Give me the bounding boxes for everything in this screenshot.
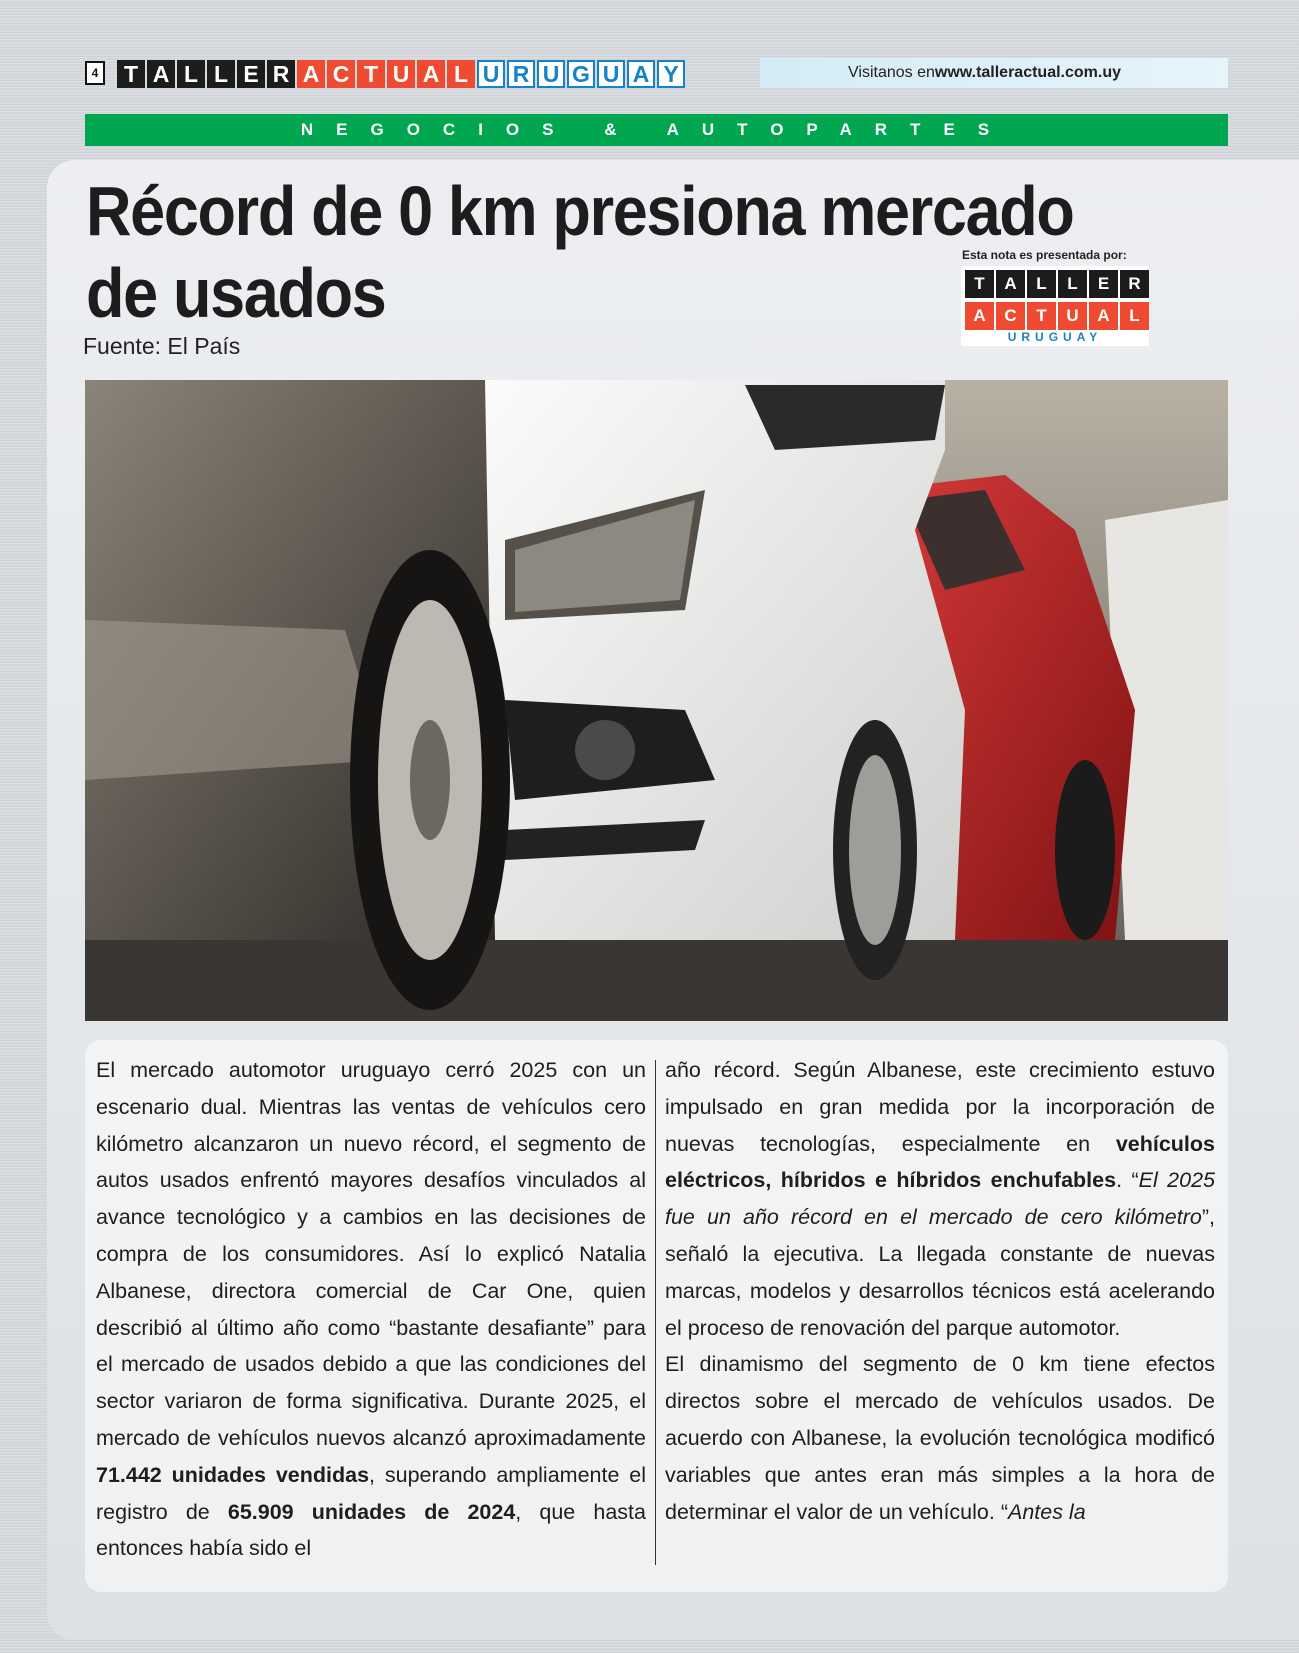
text-run: vehículos eléctricos, híbridos e híbridos enchufables — [665, 1131, 1215, 1193]
article-title: Récord de 0 km presiona mercado de usados — [86, 172, 1074, 332]
text-run: , superando ampliamente el registro de — [96, 1462, 646, 1524]
article-photo — [85, 380, 1228, 1021]
sponsor-logo-letter: T — [965, 270, 994, 298]
sponsor-logo — [961, 266, 1149, 346]
cars-illustration — [85, 380, 1228, 1021]
sponsor-logo-row-1 — [965, 270, 1149, 298]
page-number: 4 — [85, 61, 105, 85]
masthead-letter: U — [537, 60, 565, 88]
masthead-letter: A — [417, 60, 445, 88]
sponsor-logo-letter: E — [1089, 270, 1118, 298]
text-run: El dinamismo del segmento de 0 km tiene efectos directos sobre el mercado de vehículos usados. De acuerdo con Albanese, la evolución tecnológica modificó variables que antes eran más simples a la hora de determinar el valor de un vehículo. “ — [665, 1352, 1215, 1524]
sponsor-logo-letter: L — [1027, 270, 1056, 298]
masthead-letter: L — [207, 60, 235, 88]
masthead-letter: G — [567, 60, 595, 88]
sponsor-logo-sub: URUGUAY — [1007, 330, 1103, 344]
text-run: . “ — [1116, 1168, 1139, 1193]
column-divider — [655, 1060, 656, 1565]
text-run: Antes la — [1007, 1499, 1086, 1524]
masthead-letter: R — [507, 60, 535, 88]
masthead-letter: A — [297, 60, 325, 88]
text-run: El mercado automotor uruguayo cerró 2025 con un escenario dual. Mientras las ventas de vehículos cero kilómetro alcanzaron un nuevo récord, el segmento de autos usados enfrentó mayores desafíos vinculados al avance tecnológico y a cambios en las decisiones de compra de los consumidores. Así lo explicó Natalia Albanese, directora comercial de Car One, quien describió al último año como “bastante desafiante” para el mercado de usados debido a que las condiciones del sector variaron de forma significativa. Durante 2025, el mercado de vehículos nuevos alcanzó aproximadamente — [96, 1058, 646, 1450]
sponsor-logo-letter: A — [996, 270, 1025, 298]
text-run: 65.909 unidades de 2024 — [227, 1499, 516, 1524]
sponsor-logo-letter: U — [1058, 302, 1087, 330]
text-run: año récord. Según Albanese, este crecimiento estuvo impulsado en gran medida por la incorporación de nuevas tecnologías, especialmente en — [665, 1058, 1215, 1156]
article-column-left — [96, 1052, 646, 1567]
masthead-letter: A — [147, 60, 175, 88]
text-run: El 2025 fue un año récord en el mercado de cero kilómetro — [665, 1168, 1216, 1230]
masthead-letter: C — [327, 60, 355, 88]
sponsor-logo-letter: T — [1027, 302, 1056, 330]
masthead-letter: T — [357, 60, 385, 88]
sponsor-logo-letter: C — [996, 302, 1025, 330]
text-run: 71.442 unidades vendidas — [96, 1462, 370, 1487]
masthead-letter: Y — [657, 60, 685, 88]
article-paragraph — [665, 1346, 1215, 1530]
sponsor-logo-letter: L — [1120, 302, 1149, 330]
masthead-letter: U — [387, 60, 415, 88]
masthead-letter: U — [477, 60, 505, 88]
sponsor-label: Esta nota es presentada por: — [962, 248, 1127, 262]
website-link[interactable]: www.talleractual.com.uy — [934, 64, 1122, 81]
sponsor-logo-row-2 — [965, 302, 1149, 330]
article-source: Fuente: El País — [83, 333, 241, 359]
sponsor-logo-letter: A — [965, 302, 994, 330]
visit-banner — [760, 58, 1228, 88]
masthead-letter: R — [267, 60, 295, 88]
article-column-right — [665, 1052, 1215, 1530]
masthead-letter: T — [117, 60, 145, 88]
article-paragraph — [96, 1052, 646, 1567]
section-band: NEGOCIOS & AUTOPARTES — [85, 114, 1228, 146]
masthead-logo — [117, 60, 685, 88]
masthead-letter: U — [597, 60, 625, 88]
masthead-letter: L — [447, 60, 475, 88]
masthead-letter: E — [237, 60, 265, 88]
article-paragraph — [665, 1052, 1215, 1346]
sponsor-logo-letter: A — [1089, 302, 1118, 330]
sponsor-logo-letter: L — [1058, 270, 1087, 298]
sponsor-logo-letter: R — [1120, 270, 1149, 298]
masthead-letter: L — [177, 60, 205, 88]
visit-prefix: Visitanos en — [848, 64, 935, 81]
masthead-letter: A — [627, 60, 655, 88]
text-run: ”, señaló la ejecutiva. La llegada constante de nuevas marcas, modelos y desarrollos técnicos está acelerando el proceso de renovación del parque automotor. — [665, 1205, 1215, 1340]
text-run: , que hasta entonces había sido el — [96, 1499, 646, 1561]
